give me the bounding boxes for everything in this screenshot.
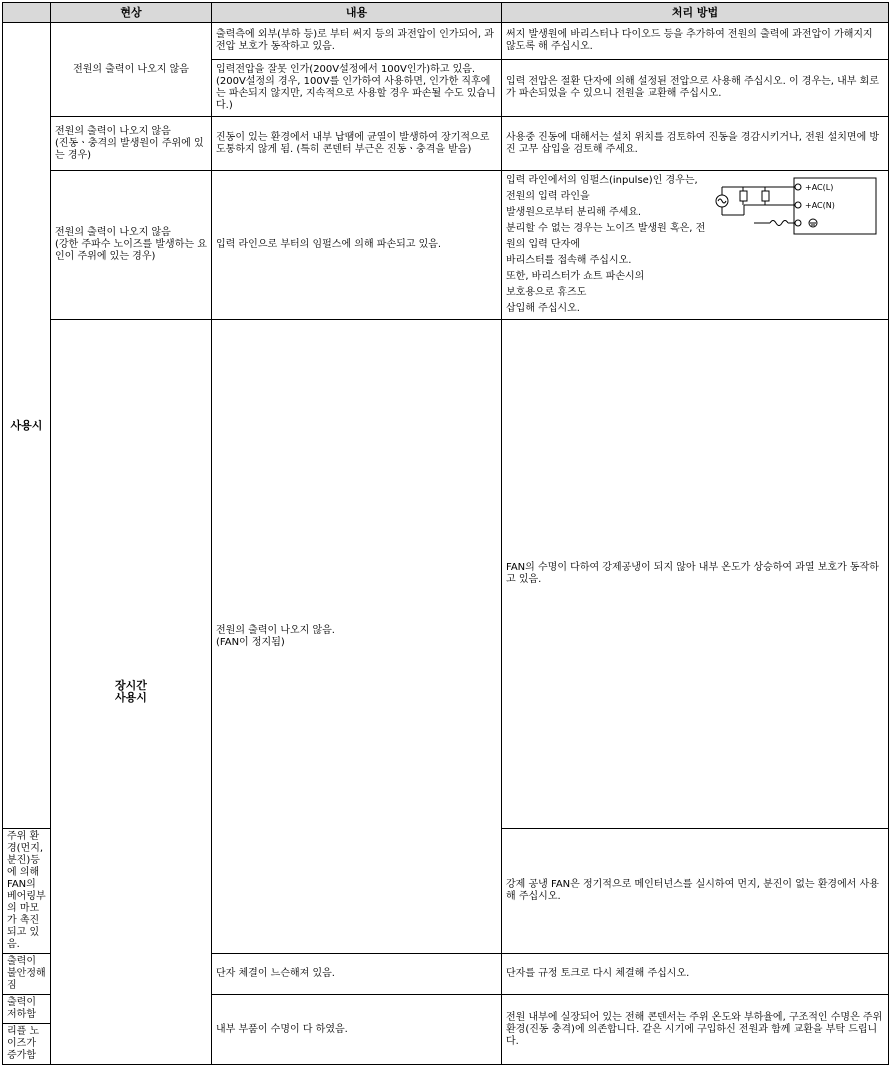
content-cell: 출력측에 외부(부하 등)로 부터 써지 등의 과전압이 인가되어, 과전압 보호가 동작하고 있음. [212,23,502,60]
terminal-l-icon [795,184,801,190]
table-row [3,117,889,171]
terminal-gnd-icon [795,220,801,226]
terminal-n-label: +AC(N) [805,201,835,210]
terminal-l-label: +AC(L) [805,183,834,192]
content-cell: 주위 환경(먼지, 분진)등에 의해 FAN의 베어링부의 마모가 촉진 되고 있음. [3,829,51,954]
header-row [3,3,889,23]
phenomenon-cell: 출력이 저하함 [3,995,51,1024]
method-line: 또한, 바리스터가 쇼트 파손시의 [506,271,645,282]
method-cell: 사용중 진동에 대해서는 설치 위치를 검토하여 진동을 경감시키거나, 전원 설치면에 방진 고무 삽입을 검토해 주세요. [502,117,889,171]
method-cell: 입력 전압은 절환 단자에 의해 설정된 전압으로 사용해 주십시오. 이 경우는, 내부 회로가 파손되었을 수 있으니 전원을 교환해 주십시오. [502,60,889,117]
content-cell: 진동이 있는 환경에서 내부 납땜에 균열이 발생하여 장기적으로 도통하지 않게 됨. (특히 콘덴터 부근은 진동ㆍ충격을 받음) [212,117,502,171]
header-phenomenon: 현상 [51,3,212,23]
header-content: 내용 [212,3,502,23]
method-line: 입력 라인에서의 임펄스(inpulse)인 경우는, 전원의 입력 라인을 [506,175,698,202]
method-line: 삽입해 주십시오. [506,303,580,314]
phenomenon-cell: 전원의 출력이 나오지 않음 (강한 주파수 노이즈를 발생하는 요인이 주위에 있는 경우) [51,171,212,320]
method-cell: 전원 내부에 실장되어 있는 전해 콘덴서는 주위 온도와 부하율에, 구조적인 수명은 주위 환경(진동 충격)에 의존합니다. 같은 시기에 구입하신 전원과 함께 교환을 부탁 드립니다. [502,995,889,1065]
table-row [3,320,889,829]
phenomenon-cell: 리플 노이즈가 증가함 [3,1024,51,1065]
content-cell: FAN의 수명이 다하여 강제공냉이 되지 않아 내부 온도가 상승하여 과열 보호가 동작하고 있음. [502,320,889,829]
method-cell: 써지 발생원에 바리스터나 다이오드 등을 추가하여 전원의 출력에 과전압이 가해지지 않도록 해 주십시오. [502,23,889,60]
varistor-circuit-diagram [714,175,882,237]
table-row [3,23,889,60]
varistor-icon [740,191,747,201]
fuse-icon [770,221,788,226]
method-line: 바리스터를 접속해 주십시오. [506,255,632,266]
table-row [3,171,889,320]
method-cell [502,171,889,320]
method-line: 분리할 수 없는 경우는 노이즈 발생원 혹은, 전원의 입력 단자에 [506,223,706,250]
header-category [3,3,51,23]
phenomenon-cell: 전원의 출력이 나오지 않음 (진동ㆍ충격의 발생원이 주위에 있는 경우) [51,117,212,171]
troubleshooting-table [2,2,889,1065]
phenomenon-cell: 전원의 출력이 나오지 않음 [51,23,212,117]
content-cell: 입력 라인으로 부터의 임펄스에 의해 파손되고 있음. [212,171,502,320]
category-label: 사용시 [3,23,51,829]
content-cell: 단자 체결이 느슨해져 있음. [212,954,502,995]
header-method: 처리 방법 [502,3,889,23]
varistor-icon [762,191,769,201]
phenomenon-cell: 출력이 불안정해 짐 [3,954,51,995]
content-cell: 입력전압을 잘못 인가(200V설정에서 100V인가)하고 있음. (200V설정의 경우, 100V를 인가하여 사용하면, 인가한 직후에는 파손되지 않지만, 지속적으로 사용할 경우 파손될 수도 있습니다.) [212,60,502,117]
category-label: 장시간 사용시 [51,320,212,1065]
method-cell: 단자를 규정 토크로 다시 체결해 주십시오. [502,954,889,995]
method-line: 보호용으로 휴즈도 [506,287,587,298]
content-cell: 내부 부품이 수명이 다 하였음. [212,995,502,1065]
terminal-n-icon [795,202,801,208]
phenomenon-cell: 전원의 출력이 나오지 않음. (FAN이 정지됨) [212,320,502,954]
method-cell: 강제 공냉 FAN은 정기적으로 메인터넌스를 실시하여 먼지, 분진이 없는 환경에서 사용해 주십시오. [502,829,889,954]
method-line: 발생원으로부터 분리해 주세요. [506,207,642,218]
